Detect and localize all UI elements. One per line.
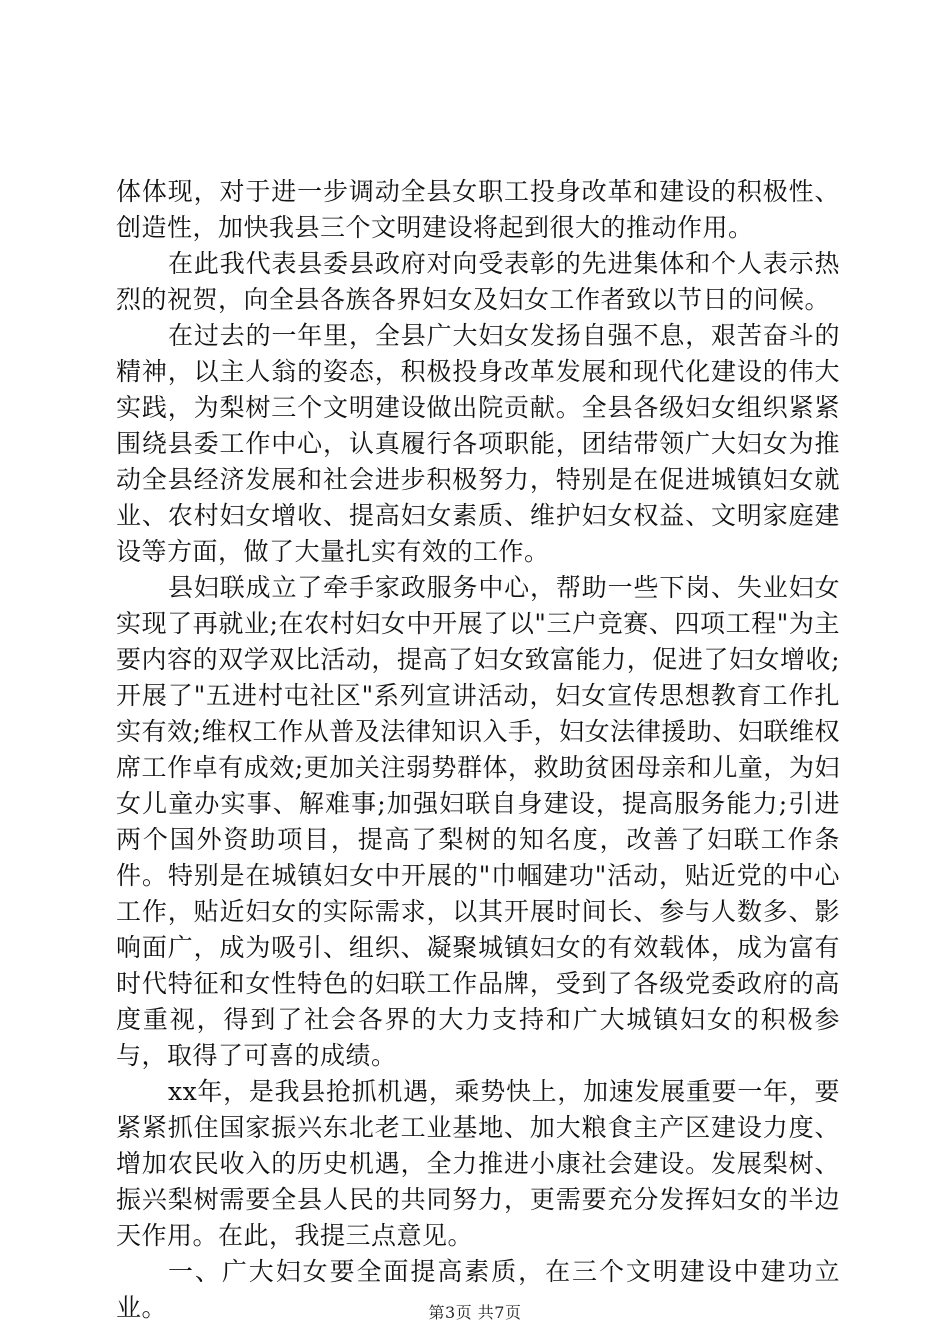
page-number-footer: 第3页 共7页 (428, 1303, 522, 1322)
paragraph-point-one: 一、广大妇女要全面提高素质，在三个文明建设中建功立业。 (116, 1257, 840, 1322)
paragraph-continuation: 体体现，对于进一步调动全县女职工投身改革和建设的积极性、创造性，加快我县三个文明建设将起到很大的推动作用。 (116, 177, 840, 242)
paragraph-congratulations: 在此我代表县委县政府对向受表彰的先进集体和个人表示热烈的祝贺，向全县各族各界妇女及妇女工作者致以节日的问候。 (116, 249, 840, 314)
paragraph-past-year: 在过去的一年里，全县广大妇女发扬自强不息，艰苦奋斗的精神，以主人翁的姿态，积极投身改革发展和现代化建设的伟大实践，为梨树三个文明建设做出院贡献。全县各级妇女组织紧紧围绕县委工作中心，认真履行各项职能，团结带领广大妇女为推动全县经济发展和社会进步积极努力，特别是在促进城镇妇女就业、农村妇女增收、提高妇女素质、维护妇女权益、文明家庭建设等方面，做了大量扎实有效的工作。 (116, 321, 840, 566)
paragraph-womens-federation: 县妇联成立了牵手家政服务中心，帮助一些下岗、失业妇女实现了再就业;在农村妇女中开展了以"三户竞赛、四项工程"为主要内容的双学双比活动，提高了妇女致富能力，促进了妇女增收;开展了"五进村屯社区"系列宣讲活动，妇女宣传思想教育工作扎实有效;维权工作从普及法律知识入手，妇女法律援助、妇联维权席工作卓有成效;更加关注弱势群体，救助贫困母亲和儿童，为妇女儿童办实事、解难事;加强妇联自身建设，提高服务能力;引进两个国外资助项目，提高了梨树的知名度，改善了妇联工作条件。特别是在城镇妇女中开展的"巾帼建功"活动，贴近党的中心工作，贴近妇女的实际需求，以其开展时间长、参与人数多、影响面广，成为吸引、组织、凝聚城镇妇女的有效载体，成为富有时代特征和女性特色的妇联工作品牌，受到了各级党委政府的高度重视，得到了社会各界的大力支持和广大城镇妇女的积极参与，取得了可喜的成绩。 (116, 573, 840, 1070)
document-body (116, 174, 840, 1326)
paragraph-xx-year: xx年，是我县抢抓机遇，乘势快上，加速发展重要一年，要紧紧抓住国家振兴东北老工业基地、加大粮食主产区建设力度、增加农民收入的历史机遇，全力推进小康社会建设。发展梨树、振兴梨树需要全县人民的共同努力，更需要充分发挥妇女的半边天作用。在此，我提三点意见。 (116, 1077, 840, 1250)
